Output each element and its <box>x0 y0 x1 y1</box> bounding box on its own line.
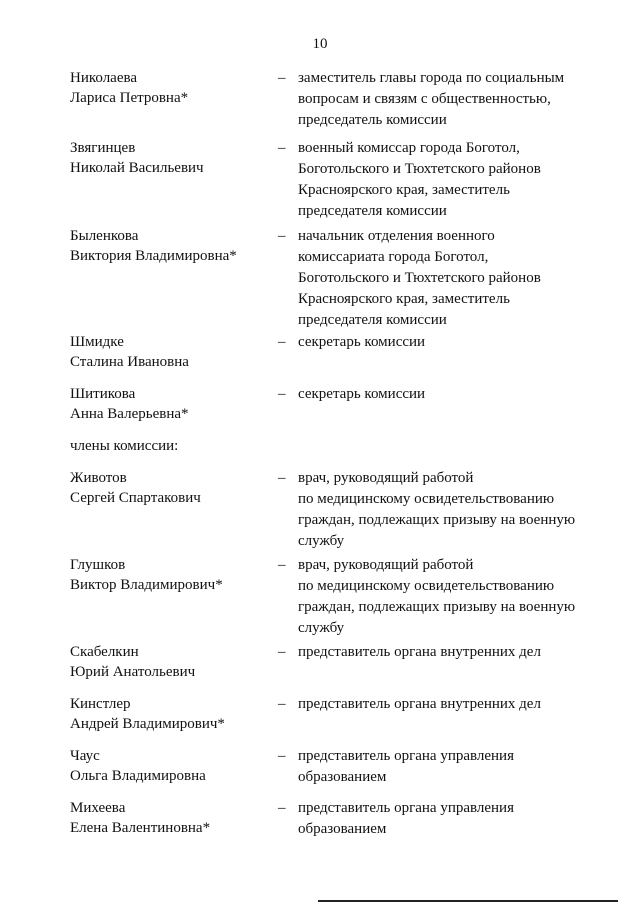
person-name <box>70 384 270 424</box>
role-description: секретарь комиссии <box>298 386 426 402</box>
surname: Звягинцев <box>70 140 136 156</box>
surname: Глушков <box>70 557 126 573</box>
given-name: Виктория Владимировна* <box>70 248 237 264</box>
person-name <box>70 468 270 508</box>
dash-separator: – <box>278 557 286 573</box>
surname: Скабелкин <box>70 644 139 660</box>
members-heading: члены комиссии: <box>70 438 179 454</box>
role-description: представитель органа управления образованием <box>298 748 514 785</box>
given-name: Сталина Ивановна <box>70 354 189 370</box>
role-description: военный комиссар города Боготол, Боготольского и Тюхтетского районов Красноярского края, заместитель председателя комиссии <box>298 140 541 219</box>
given-name: Андрей Владимирович* <box>70 716 225 732</box>
person-name <box>70 642 270 682</box>
surname: Кинстлер <box>70 696 131 712</box>
dash-separator: – <box>278 334 286 350</box>
role-description: представитель органа внутренних дел <box>298 644 541 660</box>
person-name <box>70 138 270 178</box>
role-description: представитель органа управления образованием <box>298 800 514 837</box>
role-description: заместитель главы города по социальным вопросам и связям с общественностью, председатель комиссии <box>298 70 565 128</box>
given-name: Юрий Анатольевич <box>70 664 196 680</box>
surname: Шмидке <box>70 334 124 350</box>
given-name: Сергей Спартакович <box>70 490 201 506</box>
surname: Шитикова <box>70 386 136 402</box>
page-number: 10 <box>312 36 328 52</box>
dash-separator: – <box>278 696 286 712</box>
person-name <box>70 746 270 786</box>
dash-separator: – <box>278 140 286 156</box>
dash-separator: – <box>278 470 286 486</box>
dash-separator: – <box>278 70 286 86</box>
dash-separator: – <box>278 228 286 244</box>
person-name <box>70 68 270 108</box>
person-name <box>70 694 270 734</box>
dash-separator: – <box>278 644 286 660</box>
person-name <box>70 332 270 372</box>
given-name: Лариса Петровна* <box>70 90 189 106</box>
surname: Животов <box>70 470 127 486</box>
surname: Быленкова <box>70 228 139 244</box>
person-name <box>70 798 270 838</box>
dash-separator: – <box>278 386 286 402</box>
given-name: Ольга Владимировна <box>70 768 206 784</box>
given-name: Анна Валерьевна* <box>70 406 189 422</box>
given-name: Виктор Владимирович* <box>70 577 223 593</box>
role-description: врач, руководящий работой по медицинскому освидетельствованию граждан, подлежащих призыву на военную службу <box>298 470 576 549</box>
person-name <box>70 226 270 266</box>
person-name <box>70 555 270 595</box>
surname: Михеева <box>70 800 126 816</box>
dash-separator: – <box>278 800 286 816</box>
role-description: представитель органа внутренних дел <box>298 696 541 712</box>
role-description: секретарь комиссии <box>298 334 426 350</box>
dash-separator: – <box>278 748 286 764</box>
role-description: врач, руководящий работой по медицинскому освидетельствованию граждан, подлежащих призыву на военную службу <box>298 557 576 636</box>
given-name: Елена Валентиновна* <box>70 820 211 836</box>
surname: Чаус <box>70 748 100 764</box>
bottom-rule-divider <box>318 900 618 902</box>
given-name: Николай Васильевич <box>70 160 204 176</box>
surname: Николаева <box>70 70 138 86</box>
role-description: начальник отделения военного комиссариата города Боготол, Боготольского и Тюхтетского районов Красноярского края, заместитель председателя комиссии <box>298 228 541 328</box>
